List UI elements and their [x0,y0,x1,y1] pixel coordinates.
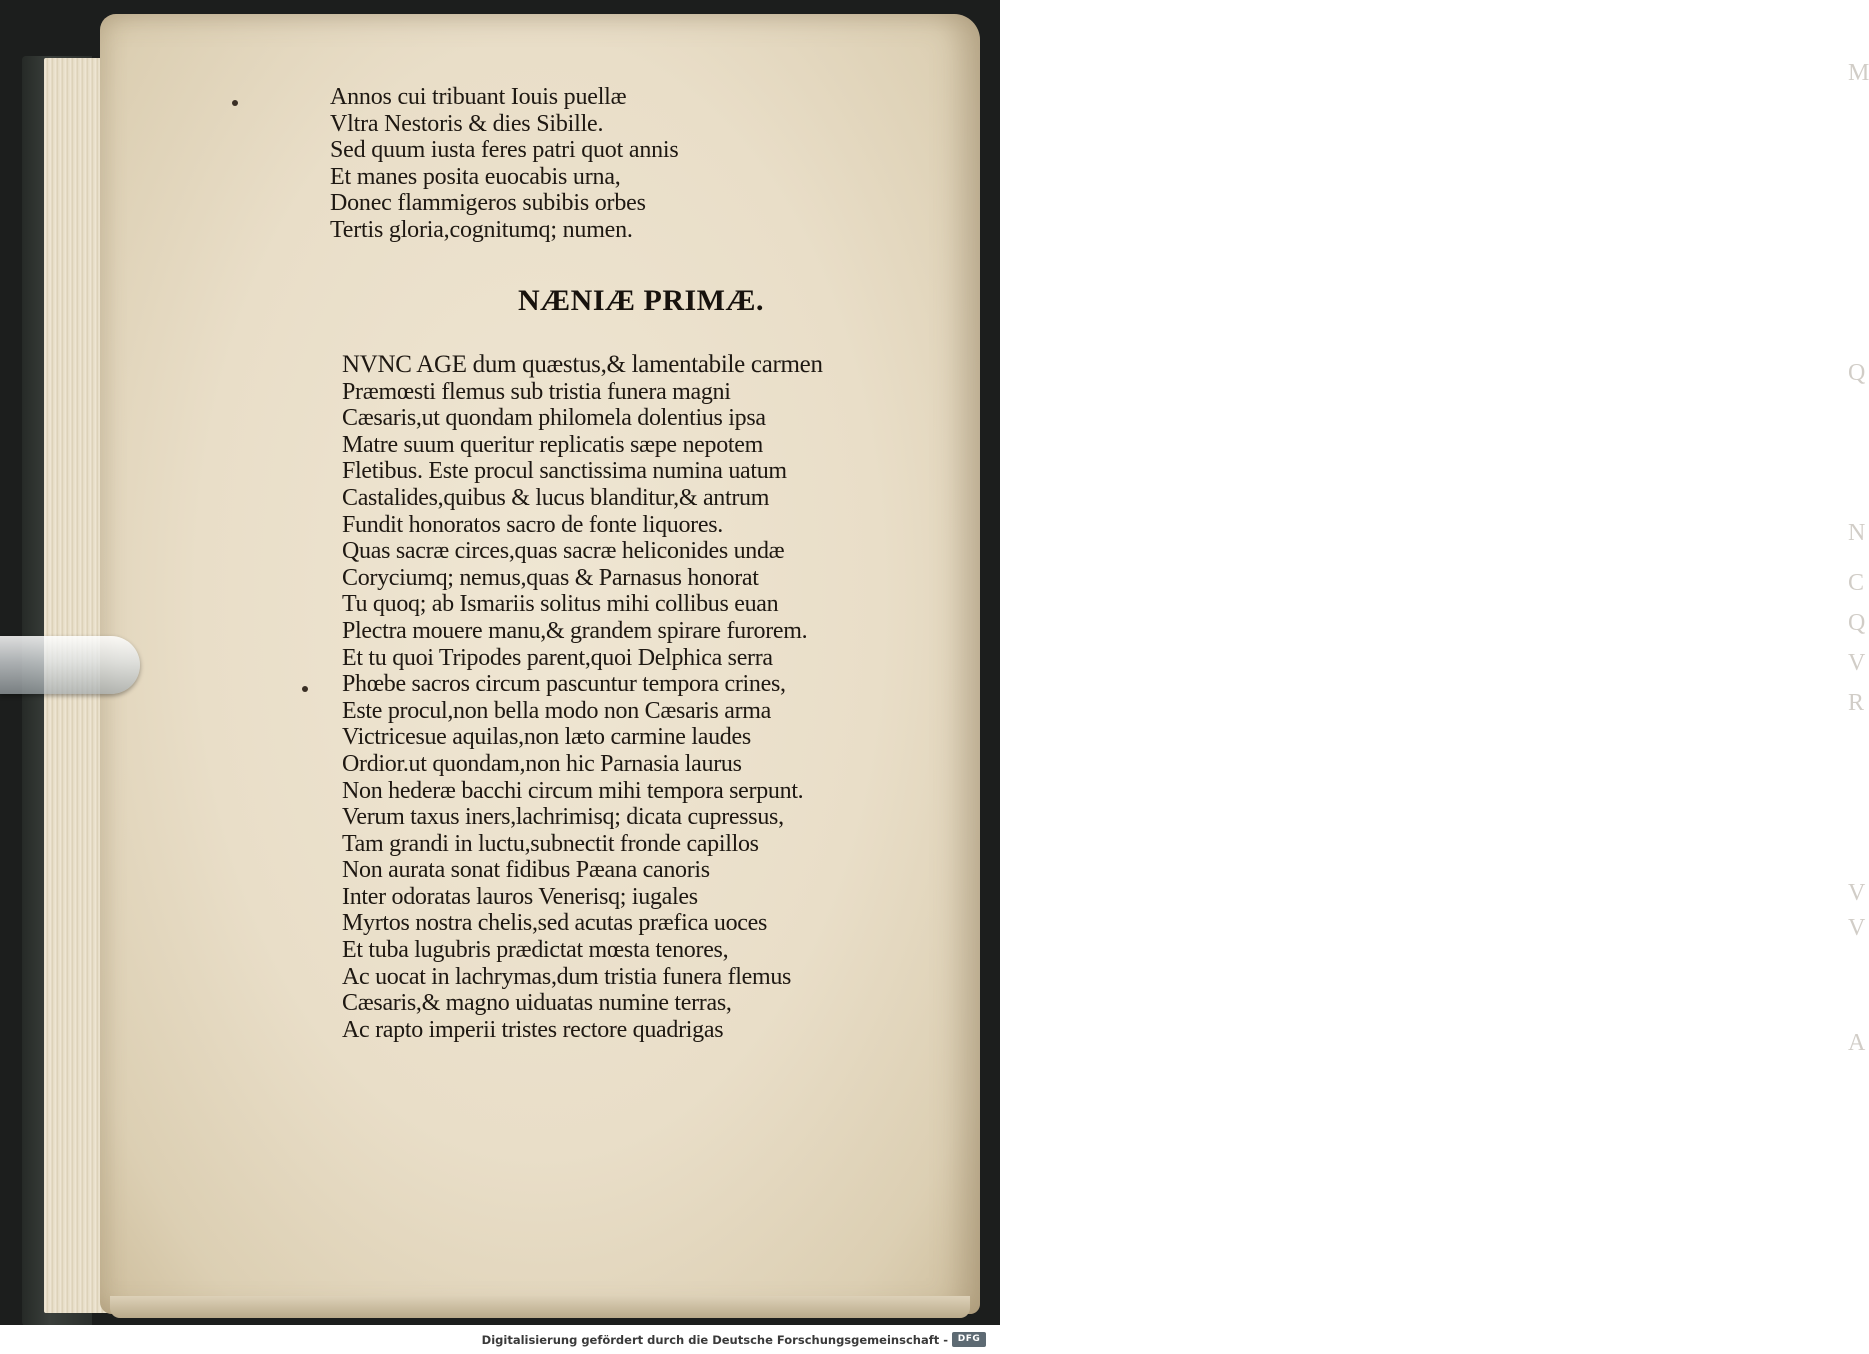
verse-line: Ordior.ut quondam,non hic Parnasia laurus [342,750,742,777]
verse-line: Cæsaris,& magno uiduatas numine terras, [342,990,732,1017]
verse-line: Præmœsti flemus sub tristia funera magni [342,378,731,405]
funding-credit: Digitalisierung gefördert durch die Deutsche Forschungsgemeinschaft - [481,1333,948,1347]
verse-line: Non aurata sonat fidibus Pæana canoris [342,857,710,884]
verse-line: Plectra mouere manu,& grandem spirare furorem. [342,617,808,644]
verse-line: Phœbe sacros circum pascuntur tempora crines, [342,671,786,698]
verse-line: Castalides,quibus & lucus blanditur,& antrum [342,484,770,511]
verse-line: Ac rapto imperii tristes rectore quadrigas [342,1016,724,1043]
verse-line: Verum taxus iners,lachrimisq; dicata cupressus, [342,804,784,831]
verse-line: Victricesue aquilas,non læto carmine laudes [342,724,751,751]
bookmark-strip [0,636,140,694]
verse-line: Cæsaris,ut quondam philomela dolentius ipsa [342,405,766,432]
verse-line: Donec flammigeros subibis orbes [330,190,646,216]
verse-line: NVNC AGE dum quæstus,& lamentabile carmen [342,351,823,378]
verse-line: Et tu quoi Tripodes parent,quoi Delphica serra [342,644,773,671]
section-heading: NÆNIÆ PRIMÆ. [518,284,764,317]
ornament-dot [302,686,308,692]
ornament-dot [232,100,238,106]
verse-line: Tu quoq; ab Ismariis solitus mihi collibus euan [342,591,779,618]
verse-line: Sed quum iusta feres patri quot annis [330,137,679,163]
verse-line: Fundit honoratos sacro de fonte liquores. [342,511,723,538]
verse-line: Este procul,non bella modo non Cæsaris arma [342,697,772,724]
verse-top [330,84,890,243]
verse-line: Et tuba lugubris prædictat mœsta tenores, [342,937,729,964]
verse-line: Coryciumq; nemus,quas & Parnasus honorat [342,564,759,591]
verse-line: Annos cui tribuant Iouis puellæ [330,84,627,110]
verse-line: Tam grandi in luctu,subnectit fronde capillos [342,830,759,857]
verse-line: Vltra Nestoris & dies Sibille. [330,110,604,137]
verse-line: Myrtos nostra chelis,sed acutas præfica uoces [342,910,768,937]
show-through-margin: M Q N C Q V R V V A [1848,60,1869,1056]
verse-line: Quas sacræ circes,quas sacræ heliconides undæ [342,538,785,565]
verse-line: Matre suum queritur replicatis sæpe nepotem [342,431,763,458]
verse-line: Fletibus. Este procul sanctissima numina uatum [342,458,787,485]
verse-line: Tertis gloria,cognitumq; numen. [330,216,633,243]
verse-line: Et manes posita euocabis urna, [330,163,621,190]
verse-line: Inter odoratas lauros Venerisq; iugales [342,883,698,910]
footer-bar [0,1325,1000,1354]
dfg-logo: DFG [952,1332,986,1347]
verse-main [342,352,902,1043]
verse-line: Ac uocat in lachrymas,dum tristia funera flemus [342,963,792,990]
page-bottom-edge [110,1296,970,1318]
verse-line: Non hederæ bacchi circum mihi tempora serpunt. [342,777,804,804]
